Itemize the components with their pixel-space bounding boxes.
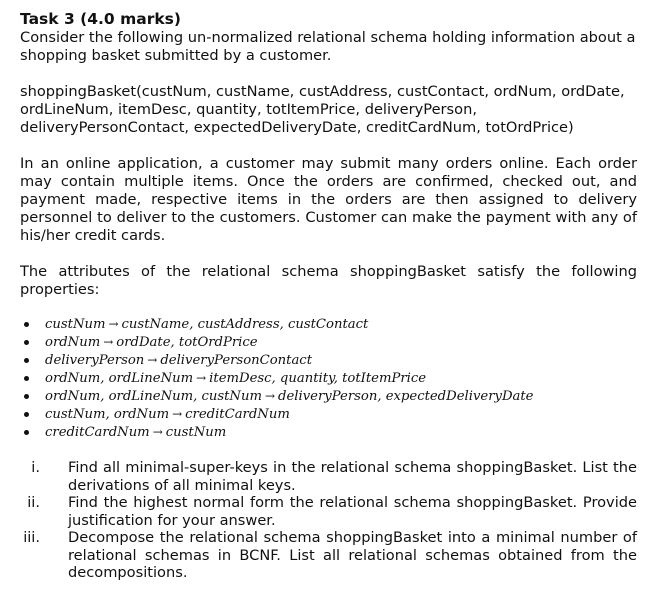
arrow-icon: → <box>103 335 114 349</box>
arrow-icon: → <box>147 353 158 367</box>
dependency-lhs: custNum <box>45 317 106 332</box>
bullet-icon <box>24 358 29 363</box>
properties-intro: The attributes of the relational schema shoppingBasket satisfy the following properties: <box>20 263 637 298</box>
dependency-rhs: custName, custAddress, custContact <box>121 317 369 332</box>
question-number: iii. <box>23 529 40 546</box>
scenario-description: In an online application, a customer may submit many orders online. Each order may contain multiple items. Once the orders are confirmed, checked out, and payment made, respective items in the orders are then assigned to delivery personnel to deliver to the customers. Customer can make the payment with any of his/her credit cards. <box>20 155 637 244</box>
arrow-icon: → <box>264 389 276 403</box>
dependency-lhs: deliveryPerson <box>45 353 145 368</box>
dependency-rhs: custNum <box>165 425 227 440</box>
dependency-item <box>20 351 637 369</box>
question-text: Find all minimal-super-keys in the relational schema shoppingBasket. List the derivations of all minimal keys. <box>68 459 637 494</box>
question-item <box>20 494 637 529</box>
dependency-lhs: ordNum <box>45 335 101 350</box>
bullet-icon <box>24 322 29 327</box>
arrow-icon: → <box>172 407 183 421</box>
bullet-icon <box>24 394 29 399</box>
dependency-item <box>20 387 637 405</box>
dependency-item <box>20 333 637 351</box>
arrow-icon: → <box>152 425 163 439</box>
question-text: Decompose the relational schema shoppingBasket into a minimal number of relational schemas in BCNF. List all relational schemas obtained from the decompositions. <box>68 529 637 581</box>
dependency-rhs: itemDesc, quantity, totItemPrice <box>209 371 427 386</box>
dependency-lhs: ordNum, ordLineNum, custNum <box>45 389 262 404</box>
dependency-item <box>20 405 637 423</box>
dependency-item <box>20 423 637 441</box>
dependency-lhs: custNum, ordNum <box>45 407 170 422</box>
bullet-icon <box>24 412 29 417</box>
intro-text: Consider the following un-normalized relational schema holding information about a shopping basket submitted by a customer. <box>20 29 636 64</box>
arrow-icon: → <box>196 371 207 385</box>
dependency-item <box>20 315 637 333</box>
dependency-rhs: deliveryPerson, expectedDeliveryDate <box>278 389 534 404</box>
dependency-rhs: deliveryPersonContact <box>160 353 312 368</box>
question-text: Find the highest normal form the relational schema shoppingBasket. Provide justification for your answer. <box>68 494 637 529</box>
functional-dependency-list <box>20 315 637 441</box>
dependency-lhs: ordNum, ordLineNum <box>45 371 194 386</box>
question-item <box>20 529 637 582</box>
question-number: i. <box>31 459 40 476</box>
question-list <box>20 459 637 582</box>
question-number: ii. <box>27 494 40 511</box>
arrow-icon: → <box>108 317 119 331</box>
task-title: Task 3 (4.0 marks) <box>20 10 181 28</box>
dependency-rhs: ordDate, totOrdPrice <box>116 335 258 350</box>
bullet-icon <box>24 430 29 435</box>
schema-definition: shoppingBasket(custNum, custName, custAddress, custContact, ordNum, ordDate, ordLineNum, itemDesc, quantity, totItemPrice, deliveryPerson, deliveryPersonContact, expectedDeliveryDate, creditCardNum, totOrdPrice) <box>20 83 625 136</box>
question-item <box>20 459 637 494</box>
dependency-item <box>20 369 637 387</box>
dependency-rhs: creditCardNum <box>185 407 290 422</box>
bullet-icon <box>24 376 29 381</box>
bullet-icon <box>24 340 29 345</box>
dependency-lhs: creditCardNum <box>45 425 150 440</box>
